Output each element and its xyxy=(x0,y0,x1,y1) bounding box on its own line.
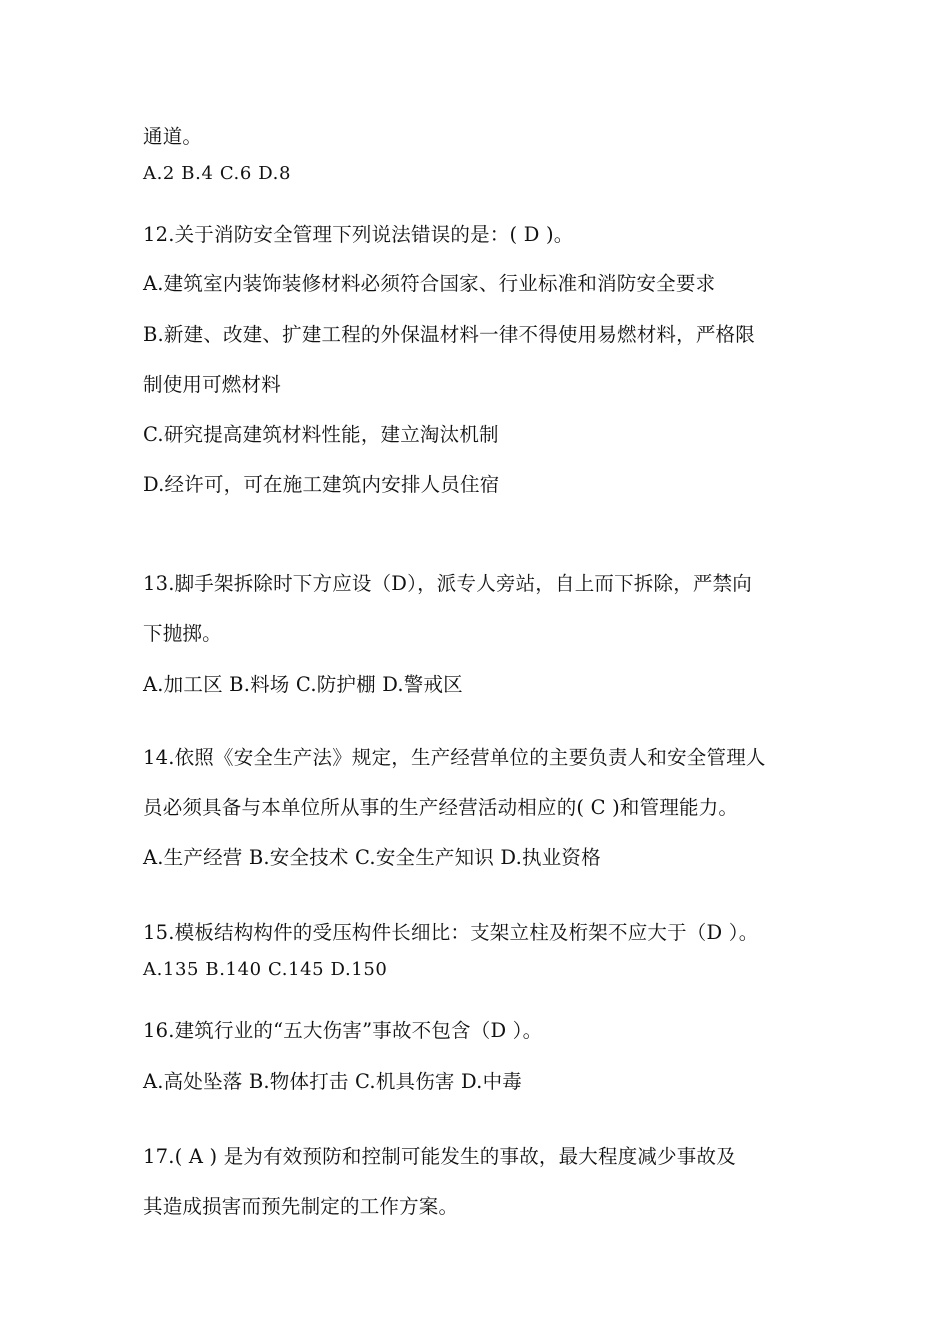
q11-text-continued: 通道。 xyxy=(143,125,203,148)
q13-question: 13.脚手架拆除时下方应设（D），派专人旁站，自上而下拆除，严禁向 xyxy=(143,572,752,595)
q13-question-continued: 下抛掷。 xyxy=(143,622,222,645)
q12-option-c: C.研究提高建筑材料性能，建立淘汰机制 xyxy=(143,423,499,446)
q13-options: A.加工区 B.料场 C.防护棚 D.警戒区 xyxy=(143,673,463,696)
q16-question: 16.建筑行业的“五大伤害”事故不包含（D ）。 xyxy=(143,1019,543,1042)
q14-question-continued: 员必须具备与本单位所从事的生产经营活动相应的( C )和管理能力。 xyxy=(143,796,739,819)
q12-option-d: D.经许可，可在施工建筑内安排人员住宿 xyxy=(143,473,500,496)
q12-question: 12.关于消防安全管理下列说法错误的是：( D )。 xyxy=(143,223,574,246)
q15-options: A.135 B.140 C.145 D.150 xyxy=(143,959,388,980)
q12-option-b: B.新建、改建、扩建工程的外保温材料一律不得使用易燃材料，严格限 xyxy=(143,323,755,346)
q14-question: 14.依照《安全生产法》规定，生产经营单位的主要负责人和安全管理人 xyxy=(143,746,766,769)
q17-question-continued: 其造成损害而预先制定的工作方案。 xyxy=(143,1195,459,1218)
q12-option-b-continued: 制使用可燃材料 xyxy=(143,373,281,396)
q12-option-a: A.建筑室内装饰装修材料必须符合国家、行业标准和消防安全要求 xyxy=(143,272,716,295)
q16-options: A.高处坠落 B.物体打击 C.机具伤害 D.中毒 xyxy=(143,1070,522,1093)
q15-question: 15.模板结构构件的受压构件长细比：支架立柱及桁架不应大于（D ）。 xyxy=(143,921,759,944)
q11-options: A.2 B.4 C.6 D.8 xyxy=(143,163,292,184)
q17-question: 17.( A ) 是为有效预防和控制可能发生的事故，最大程度减少事故及 xyxy=(143,1145,736,1168)
q14-options: A.生产经营 B.安全技术 C.安全生产知识 D.执业资格 xyxy=(143,846,601,869)
